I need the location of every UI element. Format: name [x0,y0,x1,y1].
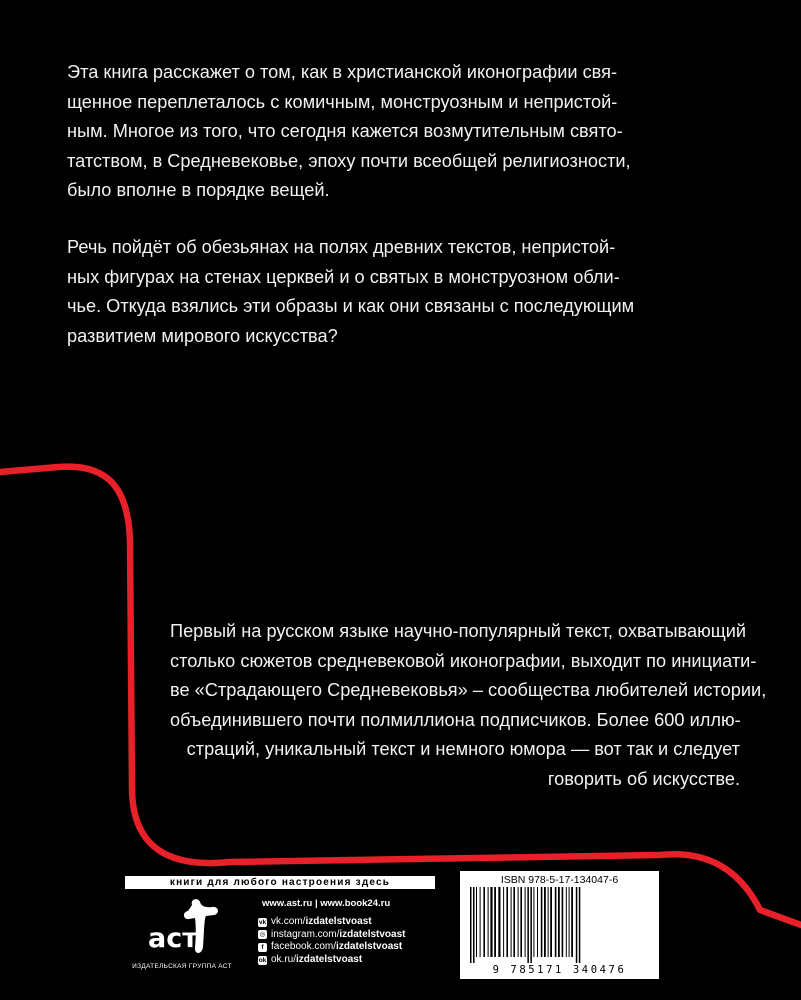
barcode-bar [494,887,496,957]
barcode-bar [518,887,519,957]
barcode-bar [541,887,543,957]
text-line: татством, в Средневековье, эпоху почти всеобщей религиозности, [67,150,631,171]
barcode-bar [488,887,489,957]
text-line: Эта книга расскажет о том, как в христианской иконографии свя- [67,62,618,82]
social-prefix: instagram.com/ [271,928,340,940]
barcode-bars [467,887,652,963]
social-prefix: ok.ru/ [271,953,297,965]
barcode-panel [460,871,659,979]
social-handle: izdatelstvoast [296,953,363,965]
vk-icon: vk [258,918,267,926]
barcode-bar [562,887,564,957]
social-handle: izdatelstvoast [336,941,403,953]
text-line: Первый на русском языке научно-популярный текст, охватывающий [170,621,747,641]
barcode-bar [548,887,549,957]
text-line: объединившего почти полмиллиона подписчиков. Более 600 иллю- [170,709,741,730]
barcode-bar [483,887,485,957]
barcode-bar [566,887,567,957]
barcode-bar [579,887,581,963]
barcode-bar [571,887,573,957]
barcode-bar [511,887,512,957]
social-prefix: vk.com/ [271,916,306,927]
text-line: ве «Страдающего Средневековья» – сообщества любителей истории, [170,680,767,700]
barcode-bar [530,887,532,963]
barcode-bar [527,887,529,963]
text-line: развитием мирового искусства? [67,325,338,346]
barcode-bar [490,887,492,957]
text-line: щенное переплеталось с комичным, монструозным и непристой- [67,91,618,112]
logo-text: аст [148,923,198,954]
barcode-bar [473,887,475,963]
barcode-bar [513,887,515,957]
text-line: Речь пойдёт об обезьянах на полях древних текстов, непристой- [67,237,616,257]
text-line: столько сюжетов средневековой иконографии, выходит по инициати- [170,650,757,671]
text-line: чье. Откуда взялись эти образы и как они связаны с последующим [67,296,635,316]
social-prefix: facebook.com/ [271,941,337,953]
barcode-digits: 9 785171 340476 [492,964,627,976]
barcode-bar [558,887,560,957]
topics-paragraph [67,233,635,351]
odnoklassniki-icon: ok [258,956,267,964]
publisher-group-name: ИЗДАТЕЛЬСКАЯ ГРУППА АСТ [132,963,232,970]
barcode-bar [520,887,522,957]
barcode-bar [569,887,570,957]
isbn-label: ISBN 978-5-17-134047-6 [500,874,619,886]
barcode-bar [576,887,578,963]
barcode-bar [480,887,481,957]
intro-paragraph [67,58,631,206]
publisher-tagline: книги для любого настроения здесь [125,876,435,889]
text-line: страций, уникальный текст и немного юмора — вот так и следует [186,739,740,759]
facebook-icon: f [258,943,267,952]
barcode-bar [470,887,472,963]
social-handle: izdatelstvoast [305,916,372,927]
barcode-bar [476,887,477,957]
social-handle: izdatelstvoast [339,928,406,940]
about-paragraph [170,617,767,794]
barcode-bar [498,887,500,957]
instagram-icon: ◎ [259,931,266,939]
barcode-bar [537,887,538,957]
barcode-bar [503,887,504,957]
social-links [258,916,406,966]
barcode-bar [525,887,526,957]
text-line: ных фигурах на стенах церквей и о святых в монструозном обли- [67,266,620,287]
barcode-bar [544,887,546,957]
social-link-odnoklassniki[interactable] [258,954,406,967]
text-line: говорить об искусстве. [547,768,740,789]
publisher-websites[interactable]: www.ast.ru | www.book24.ru [262,898,391,909]
social-link-vk[interactable] [258,916,406,929]
text-line: ным. Многое из того, что сегодня кажется возмутительным свято- [67,121,623,141]
social-link-instagram[interactable] [258,929,406,942]
text-line: было вполне в порядке вещей. [67,180,330,200]
ast-logo [140,897,222,959]
barcode-bar [555,887,557,957]
barcode-bar [550,887,552,957]
barcode-bar [506,887,508,957]
barcode-bar [533,887,534,957]
social-link-facebook[interactable] [258,941,406,954]
